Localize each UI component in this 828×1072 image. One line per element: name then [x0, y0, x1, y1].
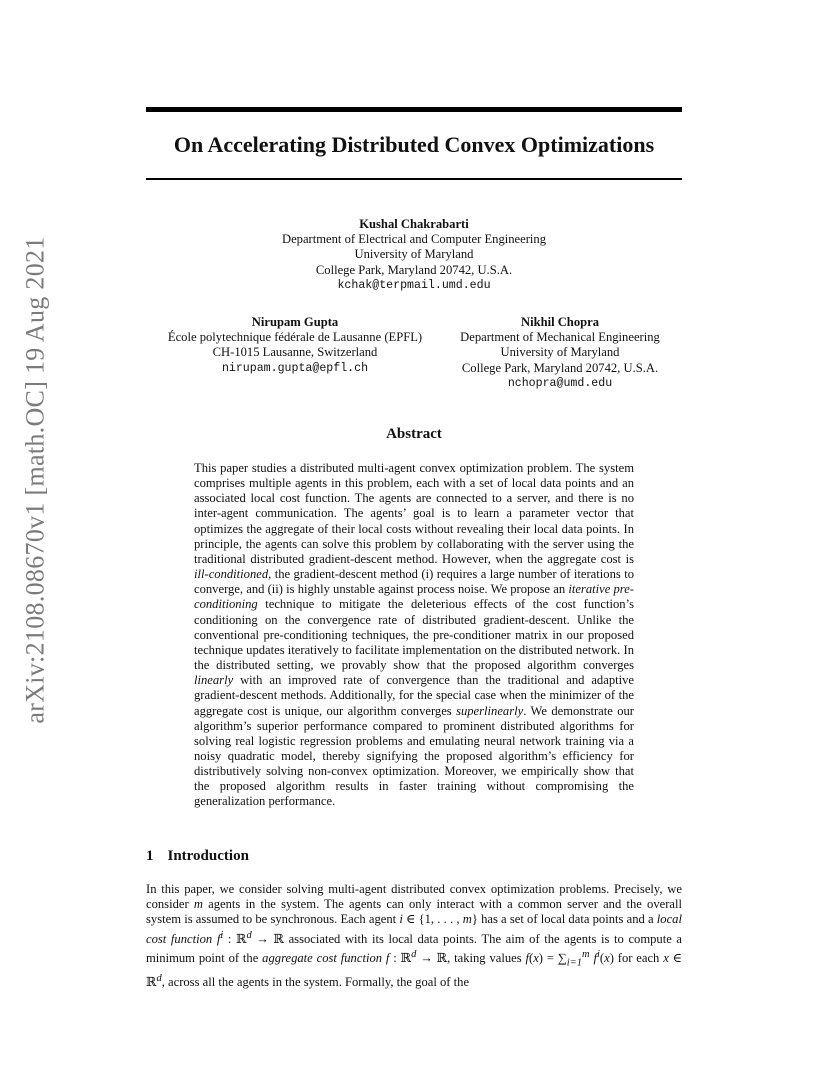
- introduction-body: In this paper, we consider solving multi-agent distributed convex optimization problems. Precisely, we consider m agents in the system. The agents can only interact with a common server and the overall system is assumed to be synchronous. Each agent i ∈ {1, . . . , m} has a set of local data points and a local cost function $f^i$ : ℝ$^d$ → ℝ associated with its local data points. The aim of the agents is to compute a minimum point of the aggregate cost function f : ℝ$^d$ → ℝ, taking values $f(x) = \sum_{i=1}^m$ $f^i(x)$ for each x ∈ ℝ$^d$, across all the agents in the system. Formally, the goal of the: [146, 882, 683, 990]
- arxiv-identifier-stamp: [6, 236, 66, 724]
- emphasis: iterative pre-conditioning: [194, 582, 634, 612]
- paper-title: On Accelerating Distributed Convex Optimizations: [173, 132, 655, 157]
- section-heading-introduction: [146, 848, 249, 865]
- author-email: kchak@terpmail.umd.edu: [337, 278, 491, 292]
- section-title: Introduction: [167, 848, 249, 864]
- author-affiliation: Department of Electrical and Computer Engineering: [281, 232, 547, 247]
- emphasis: superlinearly: [456, 703, 524, 718]
- author-affiliation: University of Maryland: [500, 345, 620, 360]
- author-email: nirupam.gupta@epfl.ch: [221, 361, 369, 375]
- author-address: College Park, Maryland 20742, U.S.A.: [461, 360, 659, 375]
- author-affiliation: Department of Mechanical Engineering: [460, 330, 660, 345]
- author-block-gupta: [140, 315, 450, 376]
- title-rule-top: [146, 107, 682, 112]
- author-name: Kushal Chakrabarti: [359, 217, 469, 231]
- abstract-body: This paper studies a distributed multi-agent convex optimization problem. The system comprises multiple agents in this problem, each with a set of local data points and an associated local cost function. The agents are connected to a server, and there is no inter-agent communication. The agents’ goal is to learn a parameter vector that optimizes the aggregate of their local costs without revealing their local data points. In principle, the agents can solve this problem by collaborating with the server using the traditional distributed gradient-descent method. However, when the aggregate cost is ill-conditioned, the gradient-descent method (i) requires a large number of iterations to converge, and (ii) is highly unstable against process noise. We propose an iterative pre-conditioning technique to mitigate the deleterious effects of the cost function’s conditioning on the convergence rate of distributed gradient-descent. Unlike the conventional pre-conditioning techniques, the pre-conditioner matrix in our proposed technique updates iteratively to facilitate implementation on the distributed network. In the distributed setting, we provably show that the proposed algorithm converges linearly with an improved rate of convergence than the traditional and adaptive gradient-descent methods. Additionally, for the special case when the minimizer of the aggregate cost is unique, our algorithm converges superlinearly. We demonstrate our algorithm’s superior performance compared to prominent distributed algorithms for solving real logistic regression problems and emulating neural network training via a noisy quadratic model, thereby signifying the proposed algorithm’s efficiency for distributively solving non-convex optimization. Moreover, we empirically show that the proposed algorithm results in faster training without compromising the generalization performance.: [194, 461, 634, 809]
- author-affiliation: École polytechnique fédérale de Lausanne (EPFL): [167, 330, 423, 345]
- author-email: nchopra@umd.edu: [507, 376, 613, 390]
- author-block-chopra: [440, 315, 680, 391]
- arxiv-identifier: arXiv:2108.08670v1 [math.OC] 19 Aug 2021: [21, 236, 50, 724]
- emphasis: aggregate cost function: [262, 951, 383, 966]
- author-name: Nirupam Gupta: [251, 315, 339, 329]
- emphasis: linearly: [194, 673, 234, 688]
- author-block-chakrabarti: [214, 217, 614, 293]
- emphasis: ill-conditioned: [194, 567, 269, 582]
- author-address: CH-1015 Lausanne, Switzerland: [212, 345, 378, 360]
- section-number: 1: [146, 848, 154, 864]
- title-rule-bottom: [146, 178, 682, 180]
- emphasis: local cost function: [146, 912, 682, 946]
- author-affiliation: University of Maryland: [354, 247, 474, 262]
- author-address: College Park, Maryland 20742, U.S.A.: [315, 262, 513, 277]
- author-name: Nikhil Chopra: [520, 315, 600, 329]
- abstract-heading: Abstract: [386, 426, 442, 442]
